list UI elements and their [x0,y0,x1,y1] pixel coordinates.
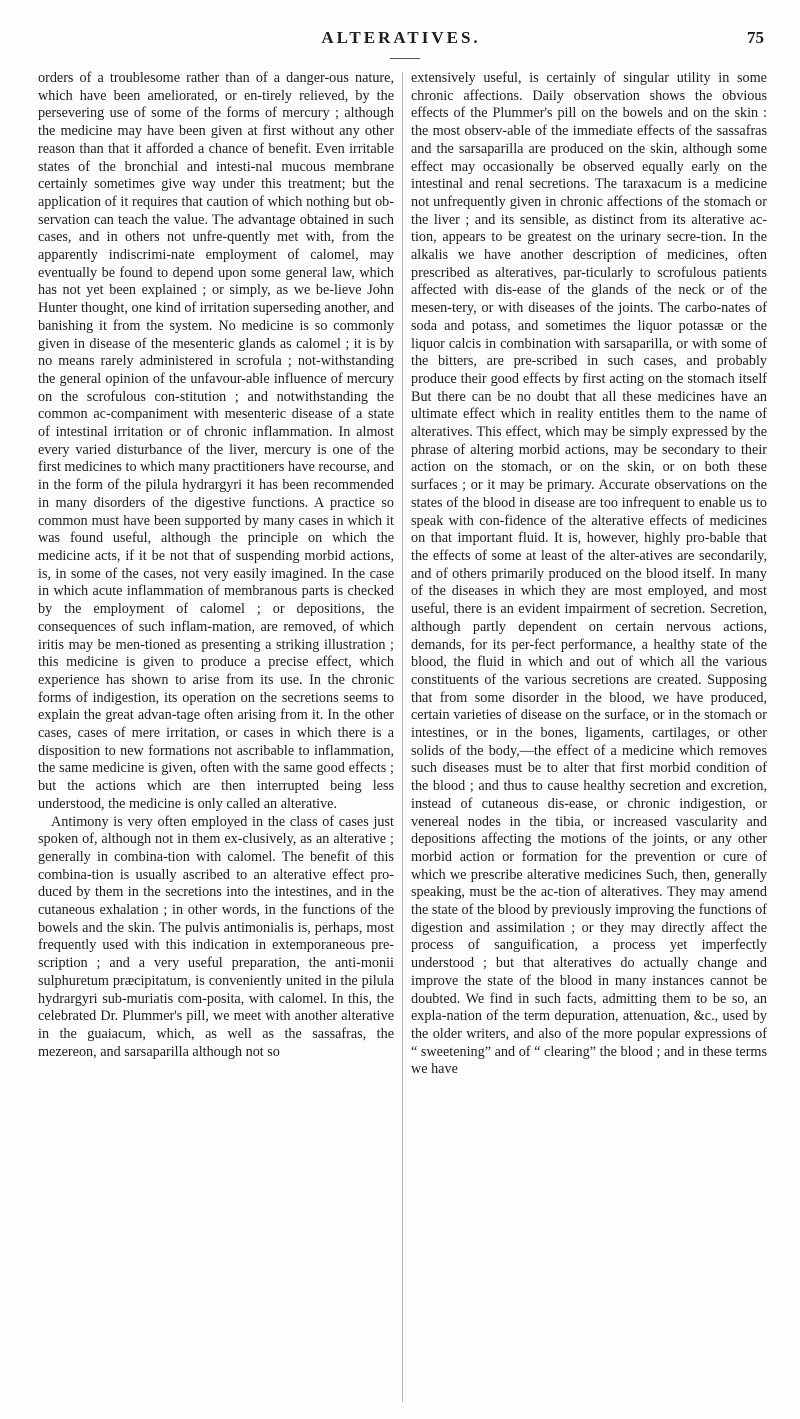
text-columns [38,70,766,1405]
paragraph-left-2: Antimony is very often employed in the class of cases just spoken of, although not in them ex-clusively, as an alterative ; generally in combina-tion with calomel. The benefit of this combina-tion is usually ascribed to an alterative effect pro-duced by them in the secretions into the intestines, and in the cutaneous exhalation ; in other words, in the functions of the bowels and the skin. The pulvis antimonialis is, perhaps, most frequently used with this indication in extemporaneous pre-scription ; and a very useful preparation, the anti-monii sulphuretum præcipitatum, is conveniently united in the pilula hydrargyri sub-muriatis com-posita, with calomel. In this, the celebrated Dr. Plummer's pill, we meet with another alterative in the guaiacum, which, as well as the sassafras, the mezereon, and sarsaparilla although not so [38,813,394,1060]
running-title: ALTERATIVES. [321,28,481,47]
paragraph-left-1: orders of a troublesome rather than of a danger-ous nature, which have been ameliorated, or en-tirely relieved, by the persevering use of some of the forms of mercury ; although the medicine may have been given at first without any other reason than that it afforded a chance of benefit. Even irritable states of the bronchial and intesti-nal mucous membrane certainly sometimes give way under this treatment; but the application of it requires that caution of which nothing but ob-servation can teach the value. The advantage obtained in such cases, and in others not unfre-quently met with, from the apparently indiscrimi-nate employment of calomel, may eventually be found to depend upon some general law, which has not yet been explained ; or simply, as we be-lieve John Hunter thought, one kind of irritation superseding another, and banishing it from the system. No medicine is so commonly given in disease of the mesenteric glands as calomel ; it is by no means rarely administered in scrofula ; not-withstanding the general opinion of the unfavour-able influence of mercury on the scrofulous con-stitution ; and notwithstanding the common ac-companiment with mesenteric disease of a state of intestinal irritation or of chronic inflammation. In almost every varied disturbance of the liver, mercury is one of the first medicines to which many practitioners have recourse, and in the form of the pilula hydrargyri it has been recommended in many disorders of the digestive functions. A practice so common must have been supported by many cases in which it was found useful, although the principle on which the medicine acts, if it be not that of suspending morbid actions, is, in some of the cases, not very easily imagined. In the case in which acute inflammation of membranous parts is checked by the employment of calomel ; or depositions, the consequences of such inflam-mation, are removed, of which iritis may be men-tioned as presenting a striking illustration ; this medicine is given to produce a precise effect, which experience has shown to arise from its use. In the chronic forms of indigestion, its operation on the secretions seems to explain the great advan-tage often arising from it. In the other cases, cases of mere irritation, or cases in which there is a disposition to new formations not ascribable to inflammation, the same medicine is given, often with the same good effects ; but the actions which are then interrupted being less understood, the medicine is only called an alterative. [38,70,394,812]
paragraph-right-1: extensively useful, is certainly of singular utility in some chronic affections. Daily observation shows the obvious effects of the Plummer's pill on the bowels and on the skin : the most observ-able of the immediate effects of the sassafras and the sarsaparilla are produced on the skin, although some effect may occasionally be observed equally early on the intestinal and renal secretions. The taraxacum is a medicine not unfrequently given in chronic affections of the stomach or the liver ; and its sensible, as distinct from its alterative ac-tion, appears to be greatest on the urinary secre-tion. In the alkalis we have another description of medicines, often prescribed as alteratives, par-ticularly to scrofulous patients affected with dis-ease of the glands of the neck or of the mesen-tery, or with diseases of the joints. The carbo-nates of soda and potass, and sometimes the liquor potassæ or the liquor calcis in combination with sarsaparilla, or with some of the bitters, are pre-scribed in such cases, and probably produce their good effects by first acting on the stomach itself But there can be no doubt that all these medicines have an ultimate effect which in reality entitles them to the name of alteratives. This effect, which may be simply expressed by the phrase of altering morbid actions, may be secondary to their action on the stomach, or on the skin, or on both these surfaces ; or it may be primary. Accurate observations on the states of the blood in disease are too infrequent to enable us to speak with con-fidence of the alterative effects of medicines on that important fluid. It is, however, highly pro-bable that the effects of some at least of the alter-atives are secondarily, and of others primarily produced on the blood itself. In many of the diseases in which they are most employed, and most useful, there is an evident impairment of secretion. Secretion, although partly dependent on certain nervous actions, demands, for its per-fect performance, a healthy state of the blood, the fluid in which and out of which all the various constituents of the various secretions are created. Supposing that from some disorder in the blood, we have produced, certain varieties of disease on the surface, or in the stomach or intestines, or in the bones, ligaments, cartilages, or other solids of the body,—the effect of a medicine which removes such diseases must be to alter that first morbid condition of the blood ; and thus to cause healthy secretion and excretion, instead of cutaneous dis-ease, or chronic indigestion, or venereal nodes in the tibia, or increased vascularity and depositions affecting the motions of the joints, or any other morbid action or formation for the prevention or cure of which we prescribe alterative medicines Such, then, generally speaking, must be the ac-tion of alteratives. They may amend the state of the blood by previously improving the functions of digestion and assimilation ; or they may directly affect the process of sanguification, a process yet imperfectly understood ; but that alteratives do actually change and improve the state of the blood in many instances cannot be doubted. We find in such facts, admitting them to be so, an expla-nation of the term depuration, attenuation, &c., used by the older writers, and also of the more popular expressions of “ sweetening” and of “ clearing” the blood ; and in these terms we have [411,70,767,1078]
right-column [411,70,767,1079]
page-number: 75 [747,28,764,47]
running-head [38,28,764,54]
left-column [38,70,394,1061]
column-divider [402,72,403,1402]
header-rule [390,58,420,59]
